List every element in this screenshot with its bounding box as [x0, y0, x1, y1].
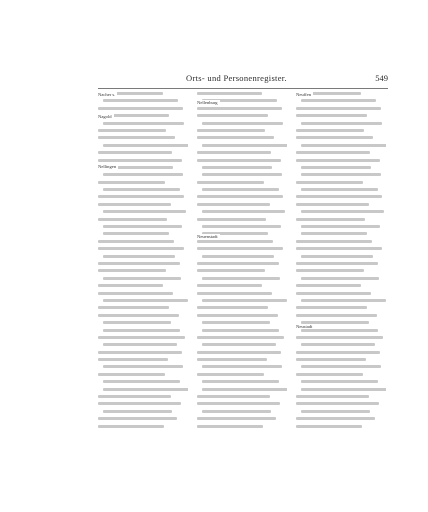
register-text-line — [197, 92, 262, 95]
register-text-line — [98, 358, 168, 361]
register-text-line — [98, 159, 182, 162]
register-text-line — [103, 232, 169, 235]
register-text-line — [296, 336, 383, 339]
register-text-line — [197, 402, 280, 405]
register-text-line — [103, 144, 188, 147]
register-text-line — [98, 336, 185, 339]
register-text-line — [98, 195, 184, 198]
register-text-line — [98, 247, 184, 250]
register-text-line — [103, 255, 175, 258]
register-text-line — [103, 99, 178, 102]
register-text-line — [202, 380, 279, 383]
register-text-line — [103, 365, 183, 368]
entry-start-label: Neuenstadt — [197, 234, 218, 239]
register-text-line — [197, 151, 271, 154]
register-text-line — [197, 195, 283, 198]
register-text-line — [197, 358, 267, 361]
register-text-line — [296, 247, 382, 250]
register-text-line — [197, 114, 268, 117]
register-text-line — [301, 380, 378, 383]
register-text-line — [197, 107, 282, 110]
register-text-line — [98, 402, 181, 405]
register-text-line — [98, 107, 183, 110]
register-text-line — [197, 269, 265, 272]
register-text-line — [296, 159, 380, 162]
register-text-line — [103, 122, 184, 125]
register-text-line — [197, 417, 276, 420]
register-text-line — [202, 329, 279, 332]
page-header — [98, 73, 388, 85]
register-text-line — [296, 129, 364, 132]
register-text-line — [202, 321, 270, 324]
register-text-line — [296, 269, 364, 272]
register-text-line — [197, 284, 262, 287]
register-text-line — [301, 225, 380, 228]
register-text-line — [296, 136, 373, 139]
register-text-line — [296, 314, 377, 317]
register-text-line — [103, 321, 171, 324]
register-text-line — [301, 410, 370, 413]
register-text-line — [197, 292, 272, 295]
register-text-line — [202, 210, 285, 213]
register-text-line — [202, 343, 276, 346]
entry-start-label: Neustadt — [296, 324, 313, 329]
register-text-line — [103, 173, 183, 176]
register-text-line — [197, 240, 273, 243]
register-text-line — [98, 395, 171, 398]
register-text-line — [202, 144, 287, 147]
header-rule — [98, 88, 388, 89]
register-text-line — [301, 188, 378, 191]
register-text-line — [296, 402, 379, 405]
register-text-line — [296, 203, 369, 206]
entry-start-label: Nellingen — [98, 164, 117, 169]
register-text-line — [296, 351, 380, 354]
register-text-line — [98, 314, 179, 317]
register-text-line — [296, 284, 361, 287]
register-text-line — [202, 277, 280, 280]
register-text-line — [301, 255, 373, 258]
register-text-line — [98, 373, 165, 376]
register-text-line — [197, 159, 281, 162]
register-text-line — [301, 365, 381, 368]
register-text-line — [202, 188, 279, 191]
register-text-line — [103, 388, 188, 391]
register-text-line — [98, 425, 164, 428]
page-number: 549 — [375, 73, 388, 83]
register-text-line — [296, 114, 367, 117]
register-text-line — [301, 232, 367, 235]
register-text-line — [296, 425, 362, 428]
register-text-line — [296, 292, 371, 295]
register-text-line — [296, 306, 367, 309]
register-text-line — [197, 425, 263, 428]
register-text-line — [197, 247, 283, 250]
register-text-line — [296, 358, 366, 361]
register-text-line — [301, 166, 371, 169]
register-text-line — [103, 380, 180, 383]
register-text-line — [197, 395, 270, 398]
register-text-line — [98, 218, 167, 221]
register-text-line — [296, 195, 382, 198]
register-column-middle — [197, 92, 287, 430]
register-text-line — [98, 306, 169, 309]
entry-start-label: Neuffen — [296, 92, 311, 97]
register-text-line — [98, 240, 174, 243]
register-text-line — [197, 129, 265, 132]
register-text-line — [103, 225, 182, 228]
register-text-line — [98, 351, 182, 354]
register-text-line — [103, 188, 180, 191]
entry-start-label: Nellenburg — [197, 100, 218, 105]
register-column-left — [98, 92, 188, 430]
register-text-line — [103, 410, 172, 413]
register-text-line — [202, 166, 272, 169]
register-text-line — [202, 299, 287, 302]
register-text-line — [301, 277, 379, 280]
register-text-line — [103, 210, 186, 213]
register-text-line — [202, 388, 287, 391]
register-text-line — [202, 173, 282, 176]
register-text-line — [301, 343, 375, 346]
register-text-line — [197, 336, 284, 339]
register-text-line — [202, 225, 281, 228]
register-column-right — [296, 92, 386, 430]
register-text-line — [197, 351, 281, 354]
register-text-line — [98, 284, 163, 287]
register-text-line — [301, 144, 386, 147]
register-text-line — [98, 136, 175, 139]
register-title: Orts- und Personenregister. — [186, 73, 287, 83]
register-text-line — [202, 122, 283, 125]
register-text-line — [296, 395, 369, 398]
register-text-line — [103, 343, 177, 346]
register-text-line — [103, 329, 180, 332]
register-text-line — [296, 218, 365, 221]
register-text-line — [98, 203, 171, 206]
register-text-line — [301, 122, 382, 125]
register-text-line — [197, 136, 274, 139]
register-text-line — [98, 181, 165, 184]
register-text-line — [103, 299, 188, 302]
register-text-line — [202, 255, 274, 258]
register-text-line — [103, 277, 181, 280]
register-text-line — [197, 181, 264, 184]
register-text-line — [197, 262, 279, 265]
entry-start-label: Nacher s. — [98, 92, 116, 97]
register-text-line — [296, 262, 378, 265]
register-text-line — [98, 417, 177, 420]
register-text-line — [98, 269, 166, 272]
register-text-line — [296, 417, 375, 420]
register-text-line — [197, 218, 266, 221]
register-text-line — [202, 410, 271, 413]
register-text-line — [296, 151, 370, 154]
register-text-line — [197, 373, 264, 376]
register-text-line — [202, 365, 282, 368]
register-text-line — [301, 99, 376, 102]
register-text-line — [98, 292, 173, 295]
register-text-line — [98, 151, 172, 154]
register-text-line — [197, 306, 268, 309]
register-text-line — [98, 129, 166, 132]
register-text-line — [301, 210, 384, 213]
register-text-line — [296, 373, 363, 376]
register-text-line — [296, 181, 363, 184]
register-text-line — [296, 107, 381, 110]
register-text-line — [296, 240, 372, 243]
register-text-line — [197, 314, 278, 317]
entry-start-label: Nagold — [98, 114, 112, 119]
register-text-line — [301, 388, 386, 391]
register-text-line — [301, 299, 386, 302]
register-text-line — [197, 203, 270, 206]
register-text-line — [301, 173, 381, 176]
register-text-line — [98, 262, 180, 265]
